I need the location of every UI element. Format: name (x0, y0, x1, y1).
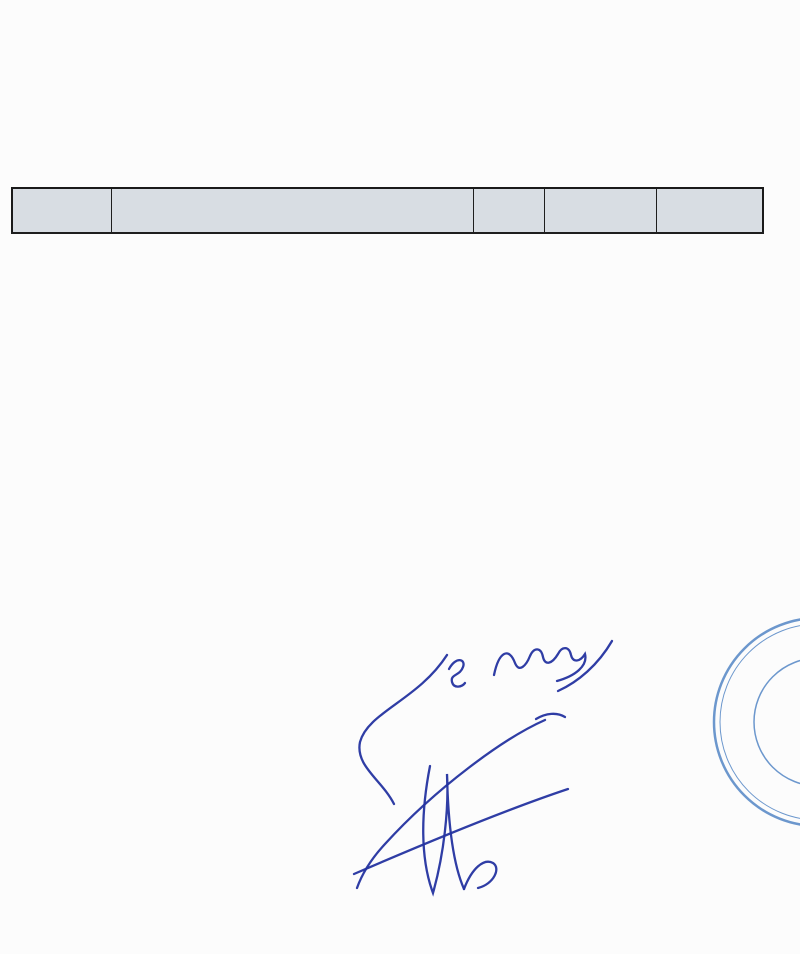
col-header-indicators (111, 188, 473, 233)
company-stamp (714, 618, 800, 826)
income-statement-table (11, 187, 764, 234)
table-header (12, 188, 763, 233)
col-header-2020 (544, 188, 656, 233)
table-header-row (12, 188, 763, 233)
director-signature (359, 641, 612, 804)
document-header (10, 54, 790, 84)
col-header-2019 (656, 188, 763, 233)
stamp-outer-ring (714, 618, 800, 826)
col-header-section-no (12, 188, 111, 233)
col-header-notes (473, 188, 544, 233)
stamp-inner-ring (754, 658, 800, 786)
stamp-mid-ring (720, 624, 800, 820)
accountant-signature (354, 714, 568, 893)
